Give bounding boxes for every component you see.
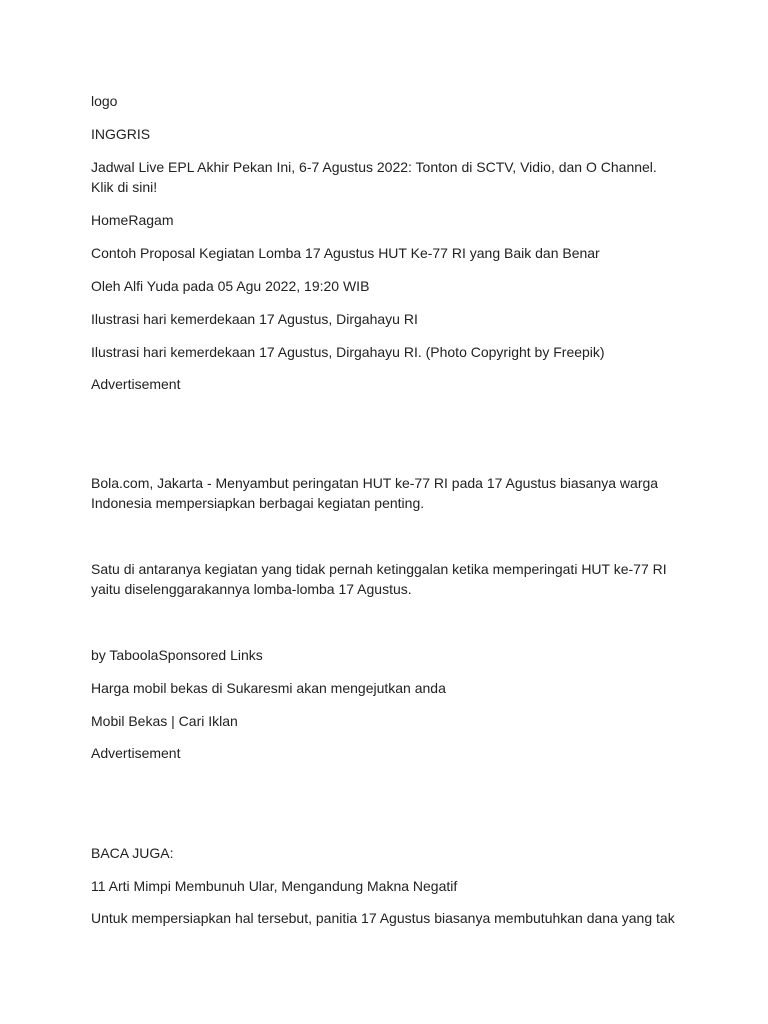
article-paragraph: Untuk mempersiapkan hal tersebut, panitia 17 Agustus biasanya membutuhkan dana yang tak [91,910,675,926]
sponsored-source-link[interactable]: Mobil Bekas | Cari Iklan [91,713,238,729]
article-image-caption: Ilustrasi hari kemerdekaan 17 Agustus, Dirgahayu RI. (Photo Copyright by Freepik) [91,344,605,360]
read-also-link[interactable]: 11 Arti Mimpi Membunuh Ular, Mengandung Makna Negatif [91,878,458,894]
advertisement-label: Advertisement [91,745,181,761]
article-paragraph: Bola.com, Jakarta - Menyambut peringatan HUT ke-77 RI pada 17 Agustus biasanya warga Indonesia mempersiapkan berbagai kegiatan penting. [91,475,659,511]
article-paragraph: Satu di antaranya kegiatan yang tidak pernah ketinggalan ketika memperingati HUT ke-77 RI yaitu diselenggarakannya lomba-lomba 17 Agustus. [91,561,667,597]
sponsored-headline-link[interactable]: Harga mobil bekas di Sukaresmi akan mengejutkan anda [91,680,446,696]
logo[interactable]: logo [91,93,118,109]
read-also-label: BACA JUGA: [91,845,174,861]
promo-link[interactable]: Jadwal Live EPL Akhir Pekan Ini, 6-7 Agustus 2022: Tonton di SCTV, Vidio, dan O Channel. Klik di sini! [91,159,657,195]
article-image-alt: Ilustrasi hari kemerdekaan 17 Agustus, Dirgahayu RI [91,311,418,327]
article-byline: Oleh Alfi Yuda pada 05 Agu 2022, 19:20 WIB [91,278,370,294]
sponsored-links-header[interactable]: by TaboolaSponsored Links [91,647,263,663]
breadcrumb[interactable]: HomeRagam [91,212,174,228]
category-label[interactable]: INGGRIS [91,126,151,142]
advertisement-label: Advertisement [91,376,181,392]
article-title: Contoh Proposal Kegiatan Lomba 17 Agustus HUT Ke-77 RI yang Baik dan Benar [91,245,600,261]
